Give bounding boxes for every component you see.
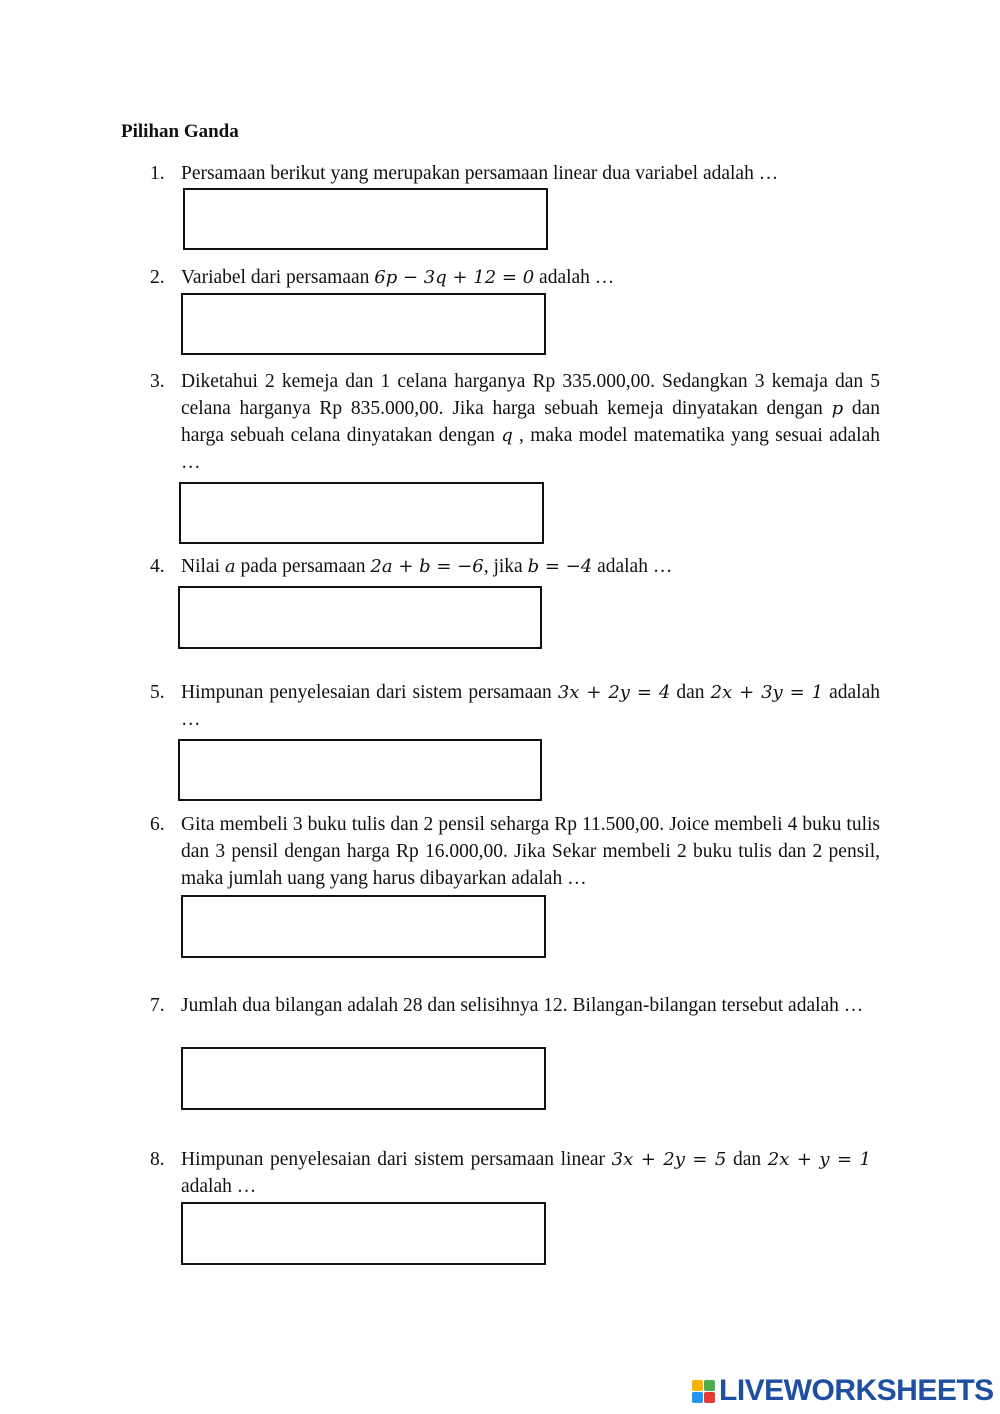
question-6 [150,811,880,892]
question-3 [150,368,880,476]
math-variable: q [501,425,513,446]
answer-box-6[interactable] [181,895,546,958]
math-variable: p [831,398,844,419]
question-text: Variabel dari persamaan 6p − 3q + 12 = 0 adalah … [181,267,615,288]
math-expression: 2x + 3y = 1 [710,682,824,703]
math-expression: 6p − 3q + 12 = 0 [374,267,535,288]
question-2 [150,264,880,291]
page-heading: Pilihan Ganda [121,121,239,142]
logo-text: LIVEWORKSHEETS [719,1374,994,1407]
question-7 [150,992,880,1019]
answer-box-4[interactable] [178,586,542,649]
math-expression: 3x + 2y = 4 [557,682,671,703]
question-number: 6. [150,814,165,835]
math-expression: 2a + b = −6 [370,556,484,577]
answer-box-8[interactable] [181,1202,546,1265]
question-text: Nilai a pada persamaan 2a + b = −6, jika b = −4 adalah … [181,556,673,577]
answer-box-3[interactable] [179,482,544,544]
question-text: Jumlah dua bilangan adalah 28 dan selisihnya 12. Bilangan-bilangan tersebut adalah … [181,995,864,1016]
question-text: Persamaan berikut yang merupakan persamaan linear dua variabel adalah … [181,163,779,184]
question-number: 5. [150,682,165,703]
math-variable: a [224,556,236,577]
math-expression: b = −4 [527,556,593,577]
answer-box-1[interactable] [183,188,548,250]
liveworksheets-logo[interactable] [692,1374,994,1408]
question-1 [150,160,880,187]
question-text: Himpunan penyelesaian dari sistem persamaan linear 3x + 2y = 5 dan 2x + y = 1 adalah … [181,1149,872,1197]
answer-box-5[interactable] [178,739,542,801]
math-expression: 2x + y = 1 [767,1149,872,1170]
logo-grid-icon [692,1380,715,1403]
question-number: 3. [150,371,165,392]
question-number: 8. [150,1149,165,1170]
question-number: 4. [150,556,165,577]
question-text: Diketahui 2 kemeja dan 1 celana harganya Rp 335.000,00. Sedangkan 3 kemaja dan 5 celana harganya Rp 835.000,00. Jika harga sebuah kemeja dinyatakan dengan p dan harga sebuah celana dinyatakan dengan q , maka model matematika yang sesuai adalah … [181,371,881,473]
question-8 [150,1146,880,1200]
question-text: Gita membeli 3 buku tulis dan 2 pensil seharga Rp 11.500,00. Joice membeli 4 buku tulis dan 3 pensil dengan harga Rp 16.000,00. Jika Sekar membeli 2 buku tulis dan 2 pensil, maka jumlah uang yang harus dibayarkan adalah … [181,814,880,889]
question-number: 2. [150,267,165,288]
answer-box-7[interactable] [181,1047,546,1110]
question-5 [150,679,880,733]
math-expression: 3x + 2y = 5 [611,1149,727,1170]
question-number: 1. [150,163,165,184]
answer-box-2[interactable] [181,293,546,355]
question-number: 7. [150,995,165,1016]
question-4 [150,553,880,580]
question-text: Himpunan penyelesaian dari sistem persamaan 3x + 2y = 4 dan 2x + 3y = 1 adalah … [181,682,881,730]
